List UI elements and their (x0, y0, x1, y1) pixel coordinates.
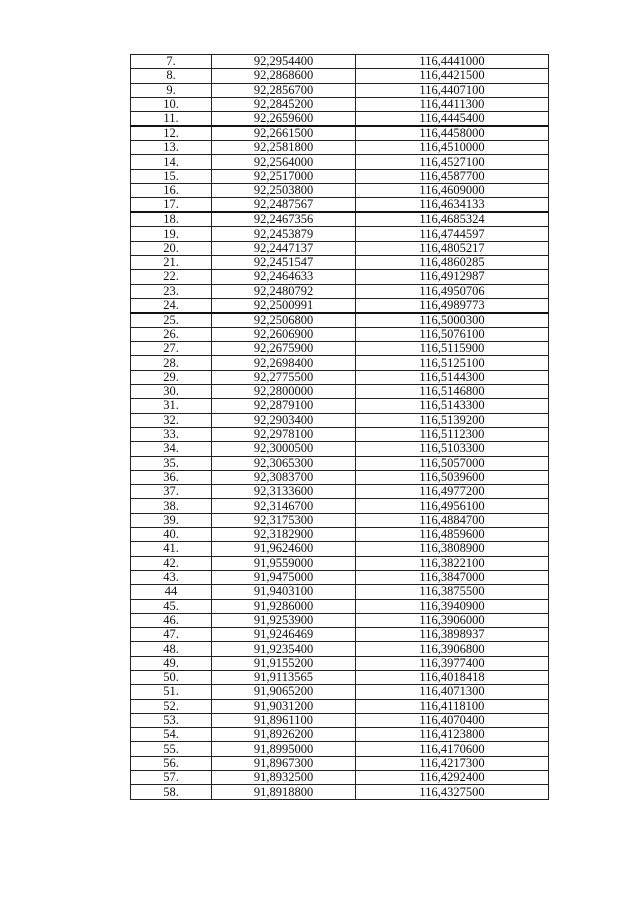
table-row (131, 685, 549, 699)
coordinate-a-cell: 92,2903400 (212, 413, 356, 427)
point-number-cell: 30. (131, 385, 212, 399)
coordinate-b-cell: 116,4445400 (356, 112, 549, 127)
coordinate-b-cell: 116,4634133 (356, 198, 549, 213)
coordinate-a-cell: 91,9065200 (212, 685, 356, 699)
coordinate-b-cell: 116,5125100 (356, 356, 549, 370)
coordinate-a-cell: 92,2517000 (212, 169, 356, 183)
table-row (131, 413, 549, 427)
table-row (131, 284, 549, 298)
coordinate-a-cell: 91,9624600 (212, 542, 356, 556)
table-row (131, 227, 549, 241)
table-row (131, 713, 549, 727)
coordinate-b-cell: 116,5000300 (356, 313, 549, 328)
coordinate-b-cell: 116,4956100 (356, 499, 549, 513)
coordinate-a-cell: 92,2659600 (212, 112, 356, 127)
coordinate-a-cell: 92,2661500 (212, 126, 356, 141)
table-row (131, 528, 549, 542)
point-number-cell: 45. (131, 599, 212, 613)
point-number-cell: 38. (131, 499, 212, 513)
coordinate-a-cell: 91,9403100 (212, 585, 356, 599)
coordinate-a-cell: 92,2800000 (212, 385, 356, 399)
point-number-cell: 49. (131, 656, 212, 670)
coordinate-b-cell: 116,3822100 (356, 556, 549, 570)
coordinate-a-cell: 92,2447137 (212, 241, 356, 255)
coordinate-a-cell: 92,2464633 (212, 270, 356, 284)
table-row (131, 742, 549, 756)
table-row (131, 141, 549, 155)
table-row (131, 470, 549, 484)
coordinate-b-cell: 116,5057000 (356, 456, 549, 470)
coordinate-b-cell: 116,4407100 (356, 83, 549, 97)
coordinate-b-cell: 116,5076100 (356, 327, 549, 341)
coordinate-b-cell: 116,4859600 (356, 528, 549, 542)
coordinate-a-cell: 92,2845200 (212, 97, 356, 111)
coordinate-a-cell: 92,2856700 (212, 83, 356, 97)
coordinate-b-cell: 116,4950706 (356, 284, 549, 298)
coordinate-a-cell: 92,2581800 (212, 141, 356, 155)
coordinate-a-cell: 91,9155200 (212, 656, 356, 670)
point-number-cell: 16. (131, 184, 212, 198)
coordinate-b-cell: 116,4123800 (356, 728, 549, 742)
point-number-cell: 35. (131, 456, 212, 470)
coordinate-b-cell: 116,5144300 (356, 370, 549, 384)
coordinate-b-cell: 116,4527100 (356, 155, 549, 169)
coordinate-b-cell: 116,3808900 (356, 542, 549, 556)
coordinate-b-cell: 116,5103300 (356, 442, 549, 456)
coordinate-a-cell: 91,9031200 (212, 699, 356, 713)
coordinate-a-cell: 91,8961100 (212, 713, 356, 727)
point-number-cell: 32. (131, 413, 212, 427)
point-number-cell: 55. (131, 742, 212, 756)
table-row (131, 327, 549, 341)
coordinate-a-cell: 92,2698400 (212, 356, 356, 370)
table-row (131, 642, 549, 656)
table-row (131, 556, 549, 570)
table-row (131, 728, 549, 742)
coordinate-b-cell: 116,3940900 (356, 599, 549, 613)
point-number-cell: 7. (131, 55, 212, 69)
coordinate-a-cell: 92,2503800 (212, 184, 356, 198)
coordinate-a-cell: 92,2451547 (212, 255, 356, 269)
table-row (131, 785, 549, 799)
table-row (131, 155, 549, 169)
point-number-cell: 18. (131, 212, 212, 227)
table-row (131, 442, 549, 456)
coordinate-a-cell: 91,8932500 (212, 771, 356, 785)
table-row (131, 356, 549, 370)
coordinate-a-cell: 92,3000500 (212, 442, 356, 456)
coordinate-a-cell: 91,8995000 (212, 742, 356, 756)
coordinate-a-cell: 92,3146700 (212, 499, 356, 513)
point-number-cell: 57. (131, 771, 212, 785)
point-number-cell: 27. (131, 342, 212, 356)
coordinate-b-cell: 116,4292400 (356, 771, 549, 785)
point-number-cell: 50. (131, 670, 212, 684)
point-number-cell: 10. (131, 97, 212, 111)
table-row (131, 69, 549, 83)
table-row (131, 112, 549, 127)
table-row (131, 613, 549, 627)
coordinate-b-cell: 116,5143300 (356, 399, 549, 413)
point-number-cell: 13. (131, 141, 212, 155)
table-row (131, 670, 549, 684)
coordinate-b-cell: 116,4510000 (356, 141, 549, 155)
table-row (131, 756, 549, 770)
point-number-cell: 53. (131, 713, 212, 727)
coordinate-a-cell: 92,2500991 (212, 298, 356, 313)
table-row (131, 385, 549, 399)
table-row (131, 255, 549, 269)
point-number-cell: 9. (131, 83, 212, 97)
point-number-cell: 52. (131, 699, 212, 713)
coordinate-b-cell: 116,4685324 (356, 212, 549, 227)
coordinate-a-cell: 91,9286000 (212, 599, 356, 613)
coordinate-b-cell: 116,5146800 (356, 385, 549, 399)
table-row (131, 699, 549, 713)
table-row (131, 499, 549, 513)
point-number-cell: 26. (131, 327, 212, 341)
point-number-cell: 11. (131, 112, 212, 127)
table-row (131, 485, 549, 499)
coordinate-a-cell: 92,2564000 (212, 155, 356, 169)
coordinates-table-body (131, 55, 549, 800)
coordinate-b-cell: 116,5115900 (356, 342, 549, 356)
point-number-cell: 44 (131, 585, 212, 599)
coordinate-a-cell: 91,9235400 (212, 642, 356, 656)
coordinate-b-cell: 116,4070400 (356, 713, 549, 727)
coordinate-b-cell: 116,4884700 (356, 513, 549, 527)
coordinate-b-cell: 116,4217300 (356, 756, 549, 770)
coordinate-b-cell: 116,3875500 (356, 585, 549, 599)
coordinate-a-cell: 92,2487567 (212, 198, 356, 213)
table-row (131, 298, 549, 313)
coordinates-table (130, 54, 549, 800)
table-row (131, 270, 549, 284)
table-row (131, 313, 549, 328)
point-number-cell: 54. (131, 728, 212, 742)
table-row (131, 126, 549, 141)
table-row (131, 342, 549, 356)
table-row (131, 184, 549, 198)
coordinate-b-cell: 116,4989773 (356, 298, 549, 313)
coordinate-b-cell: 116,4170600 (356, 742, 549, 756)
coordinate-a-cell: 92,2606900 (212, 327, 356, 341)
coordinate-b-cell: 116,5112300 (356, 427, 549, 441)
point-number-cell: 40. (131, 528, 212, 542)
point-number-cell: 21. (131, 255, 212, 269)
point-number-cell: 58. (131, 785, 212, 799)
table-row (131, 169, 549, 183)
point-number-cell: 19. (131, 227, 212, 241)
table-row (131, 212, 549, 227)
coordinate-b-cell: 116,4411300 (356, 97, 549, 111)
coordinate-a-cell: 92,2506800 (212, 313, 356, 328)
table-row (131, 542, 549, 556)
point-number-cell: 46. (131, 613, 212, 627)
point-number-cell: 41. (131, 542, 212, 556)
coordinate-a-cell: 91,9113565 (212, 670, 356, 684)
coordinate-b-cell: 116,3906000 (356, 613, 549, 627)
coordinate-a-cell: 92,2675900 (212, 342, 356, 356)
point-number-cell: 15. (131, 169, 212, 183)
point-number-cell: 43. (131, 570, 212, 584)
table-row (131, 585, 549, 599)
coordinate-a-cell: 92,2453879 (212, 227, 356, 241)
coordinate-b-cell: 116,3977400 (356, 656, 549, 670)
table-row (131, 55, 549, 69)
table-row (131, 456, 549, 470)
coordinate-b-cell: 116,5039600 (356, 470, 549, 484)
point-number-cell: 23. (131, 284, 212, 298)
coordinate-b-cell: 116,4860285 (356, 255, 549, 269)
point-number-cell: 31. (131, 399, 212, 413)
coordinate-a-cell: 92,3175300 (212, 513, 356, 527)
coordinate-b-cell: 116,4587700 (356, 169, 549, 183)
table-row (131, 628, 549, 642)
table-row (131, 427, 549, 441)
point-number-cell: 34. (131, 442, 212, 456)
coordinate-b-cell: 116,4421500 (356, 69, 549, 83)
coordinate-a-cell: 92,2775500 (212, 370, 356, 384)
coordinate-a-cell: 91,9559000 (212, 556, 356, 570)
table-row (131, 83, 549, 97)
point-number-cell: 14. (131, 155, 212, 169)
coordinate-b-cell: 116,4977200 (356, 485, 549, 499)
coordinate-b-cell: 116,3847000 (356, 570, 549, 584)
point-number-cell: 47. (131, 628, 212, 642)
coordinate-a-cell: 91,9475000 (212, 570, 356, 584)
coordinate-b-cell: 116,4018418 (356, 670, 549, 684)
point-number-cell: 22. (131, 270, 212, 284)
point-number-cell: 24. (131, 298, 212, 313)
coordinate-b-cell: 116,5139200 (356, 413, 549, 427)
table-row (131, 656, 549, 670)
coordinate-a-cell: 91,8967300 (212, 756, 356, 770)
table-row (131, 97, 549, 111)
coordinate-b-cell: 116,4071300 (356, 685, 549, 699)
table-row (131, 370, 549, 384)
coordinate-b-cell: 116,3906800 (356, 642, 549, 656)
point-number-cell: 36. (131, 470, 212, 484)
coordinate-a-cell: 92,2480792 (212, 284, 356, 298)
point-number-cell: 48. (131, 642, 212, 656)
coordinate-b-cell: 116,4327500 (356, 785, 549, 799)
point-number-cell: 28. (131, 356, 212, 370)
point-number-cell: 56. (131, 756, 212, 770)
point-number-cell: 51. (131, 685, 212, 699)
table-row (131, 198, 549, 213)
coordinate-a-cell: 92,2954400 (212, 55, 356, 69)
coordinate-a-cell: 92,3182900 (212, 528, 356, 542)
coordinate-b-cell: 116,4441000 (356, 55, 549, 69)
point-number-cell: 17. (131, 198, 212, 213)
point-number-cell: 33. (131, 427, 212, 441)
coordinate-a-cell: 92,2868600 (212, 69, 356, 83)
coordinate-a-cell: 92,3083700 (212, 470, 356, 484)
coordinate-b-cell: 116,4744597 (356, 227, 549, 241)
point-number-cell: 37. (131, 485, 212, 499)
coordinate-a-cell: 92,2467356 (212, 212, 356, 227)
point-number-cell: 12. (131, 126, 212, 141)
table-row (131, 771, 549, 785)
table-row (131, 513, 549, 527)
coordinate-a-cell: 91,8926200 (212, 728, 356, 742)
coordinate-a-cell: 91,9246469 (212, 628, 356, 642)
point-number-cell: 20. (131, 241, 212, 255)
coordinate-a-cell: 92,3133600 (212, 485, 356, 499)
table-row (131, 241, 549, 255)
point-number-cell: 42. (131, 556, 212, 570)
coordinate-b-cell: 116,4805217 (356, 241, 549, 255)
coordinate-b-cell: 116,4118100 (356, 699, 549, 713)
coordinate-b-cell: 116,4912987 (356, 270, 549, 284)
coordinate-b-cell: 116,4458000 (356, 126, 549, 141)
table-row (131, 399, 549, 413)
coordinate-a-cell: 91,9253900 (212, 613, 356, 627)
coordinate-a-cell: 92,2978100 (212, 427, 356, 441)
coordinate-a-cell: 91,8918800 (212, 785, 356, 799)
point-number-cell: 8. (131, 69, 212, 83)
table-row (131, 599, 549, 613)
table-row (131, 570, 549, 584)
coordinate-a-cell: 92,3065300 (212, 456, 356, 470)
coordinate-b-cell: 116,3898937 (356, 628, 549, 642)
coordinate-b-cell: 116,4609000 (356, 184, 549, 198)
point-number-cell: 25. (131, 313, 212, 328)
point-number-cell: 29. (131, 370, 212, 384)
coordinate-a-cell: 92,2879100 (212, 399, 356, 413)
point-number-cell: 39. (131, 513, 212, 527)
